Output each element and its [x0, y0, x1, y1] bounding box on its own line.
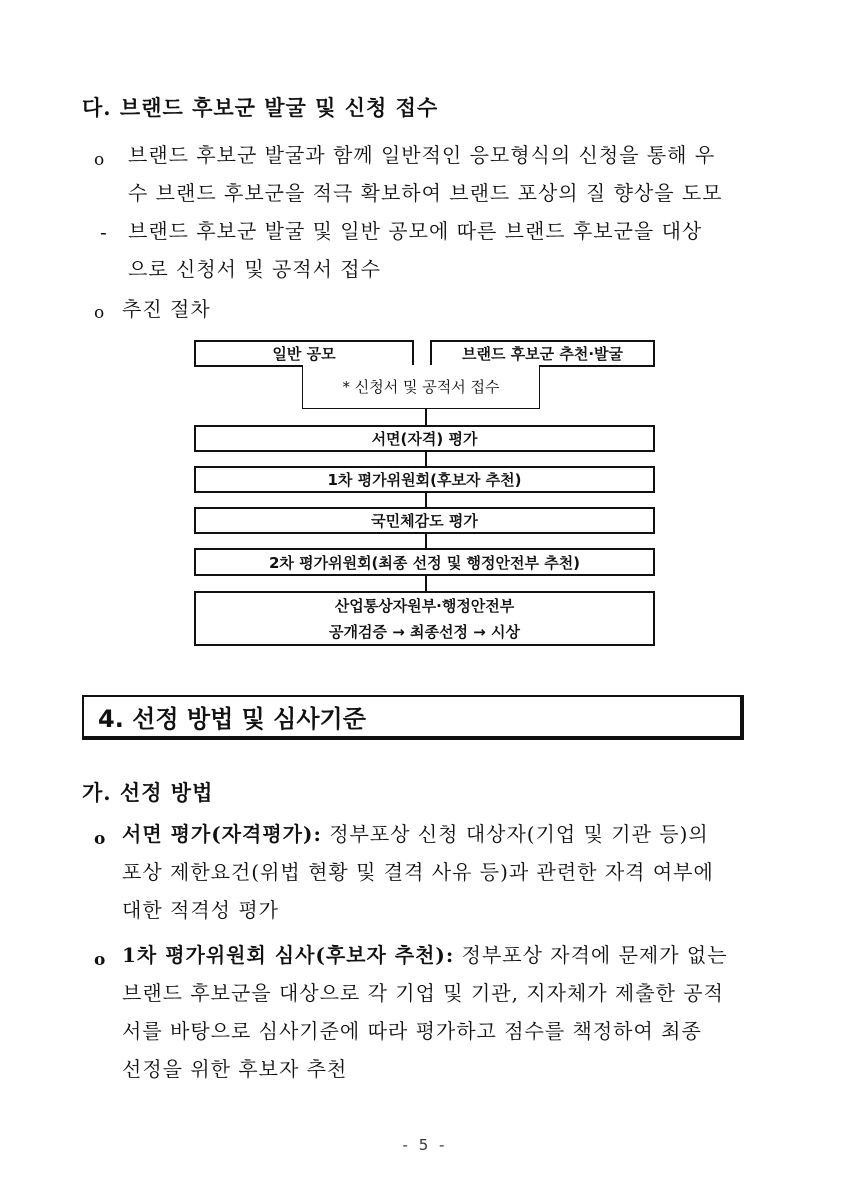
- dash-marker: -: [100, 220, 107, 244]
- paragraph-line: 수 브랜드 후보군을 적극 확보하여 브랜드 포상의 질 향상을 도모: [128, 181, 723, 205]
- flow-box-general-contest: 일반 공모: [194, 340, 414, 367]
- paragraph-line: 브랜드 후보군 발굴 및 일반 공모에 따른 브랜드 후보군을 대상: [128, 219, 703, 243]
- paragraph-line: 포상 제한요건(위법 현황 및 결격 사유 등)과 관련한 자격 여부에: [122, 860, 714, 884]
- section-heading-da: 다. 브랜드 후보군 발굴 및 신청 접수: [82, 95, 439, 120]
- bullet-marker: o: [94, 950, 106, 970]
- flow-connector: [425, 533, 427, 549]
- section-4-title: 4. 선정 방법 및 심사기준: [98, 705, 366, 733]
- flow-box-brand-recommendation: 브랜드 후보군 추천·발굴: [430, 340, 655, 367]
- flow-connector: [425, 451, 427, 467]
- paragraph-line: 선정을 위한 후보자 추천: [122, 1057, 348, 1081]
- item-text: 정부포상 자격에 문제가 없는: [454, 943, 728, 967]
- section-heading-ga: 가. 선정 방법: [82, 780, 214, 805]
- flow-box-second-committee: 2차 평가위원회(최종 선정 및 행정안전부 추천): [194, 548, 655, 576]
- paragraph-line: [122, 936, 728, 974]
- paragraph-line: 서를 바탕으로 심사기준에 따라 평가하고 점수를 책정하여 최종: [122, 1019, 702, 1043]
- paragraph-line: 추진 절차: [122, 297, 211, 321]
- flow-box-intake: * 신청서 및 공적서 접수: [302, 365, 540, 409]
- flow-connector: [425, 492, 427, 508]
- section-4-title-box: [82, 695, 744, 740]
- item-title: 1차 평가위원회 심사(후보자 추천):: [122, 943, 455, 967]
- bullet-marker: o: [94, 150, 105, 170]
- paragraph-line: 으로 신청서 및 공적서 접수: [128, 257, 381, 281]
- page-number: - 5 -: [402, 1136, 448, 1154]
- flow-box-first-committee: 1차 평가위원회(후보자 추천): [194, 466, 655, 493]
- item-text: 정부포상 신청 대상자(기업 및 기관 등)의: [321, 822, 709, 846]
- flow-box-public-perception: 국민체감도 평가: [194, 507, 655, 534]
- bullet-marker: o: [94, 829, 106, 849]
- flow-connector: [425, 408, 427, 426]
- flow-final-line-2: 공개검증 → 최종선정 → 시상: [329, 622, 520, 641]
- paragraph-line: 대한 적격성 평가: [122, 898, 279, 922]
- flow-box-document-review: 서면(자격) 평가: [194, 425, 655, 452]
- paragraph-line: [122, 815, 709, 853]
- paragraph-line: 브랜드 후보군을 대상으로 각 기업 및 기관, 지자체가 제출한 공적: [122, 981, 724, 1005]
- flow-final-line-1: 산업통상자원부·행정안전부: [334, 596, 515, 615]
- paragraph-line: 브랜드 후보군 발굴과 함께 일반적인 응모형식의 신청을 통해 우: [128, 143, 716, 167]
- flow-box-final-selection: [194, 591, 655, 646]
- flow-connector: [425, 575, 427, 592]
- bullet-marker: o: [94, 303, 105, 323]
- item-title: 서면 평가(자격평가):: [122, 822, 322, 846]
